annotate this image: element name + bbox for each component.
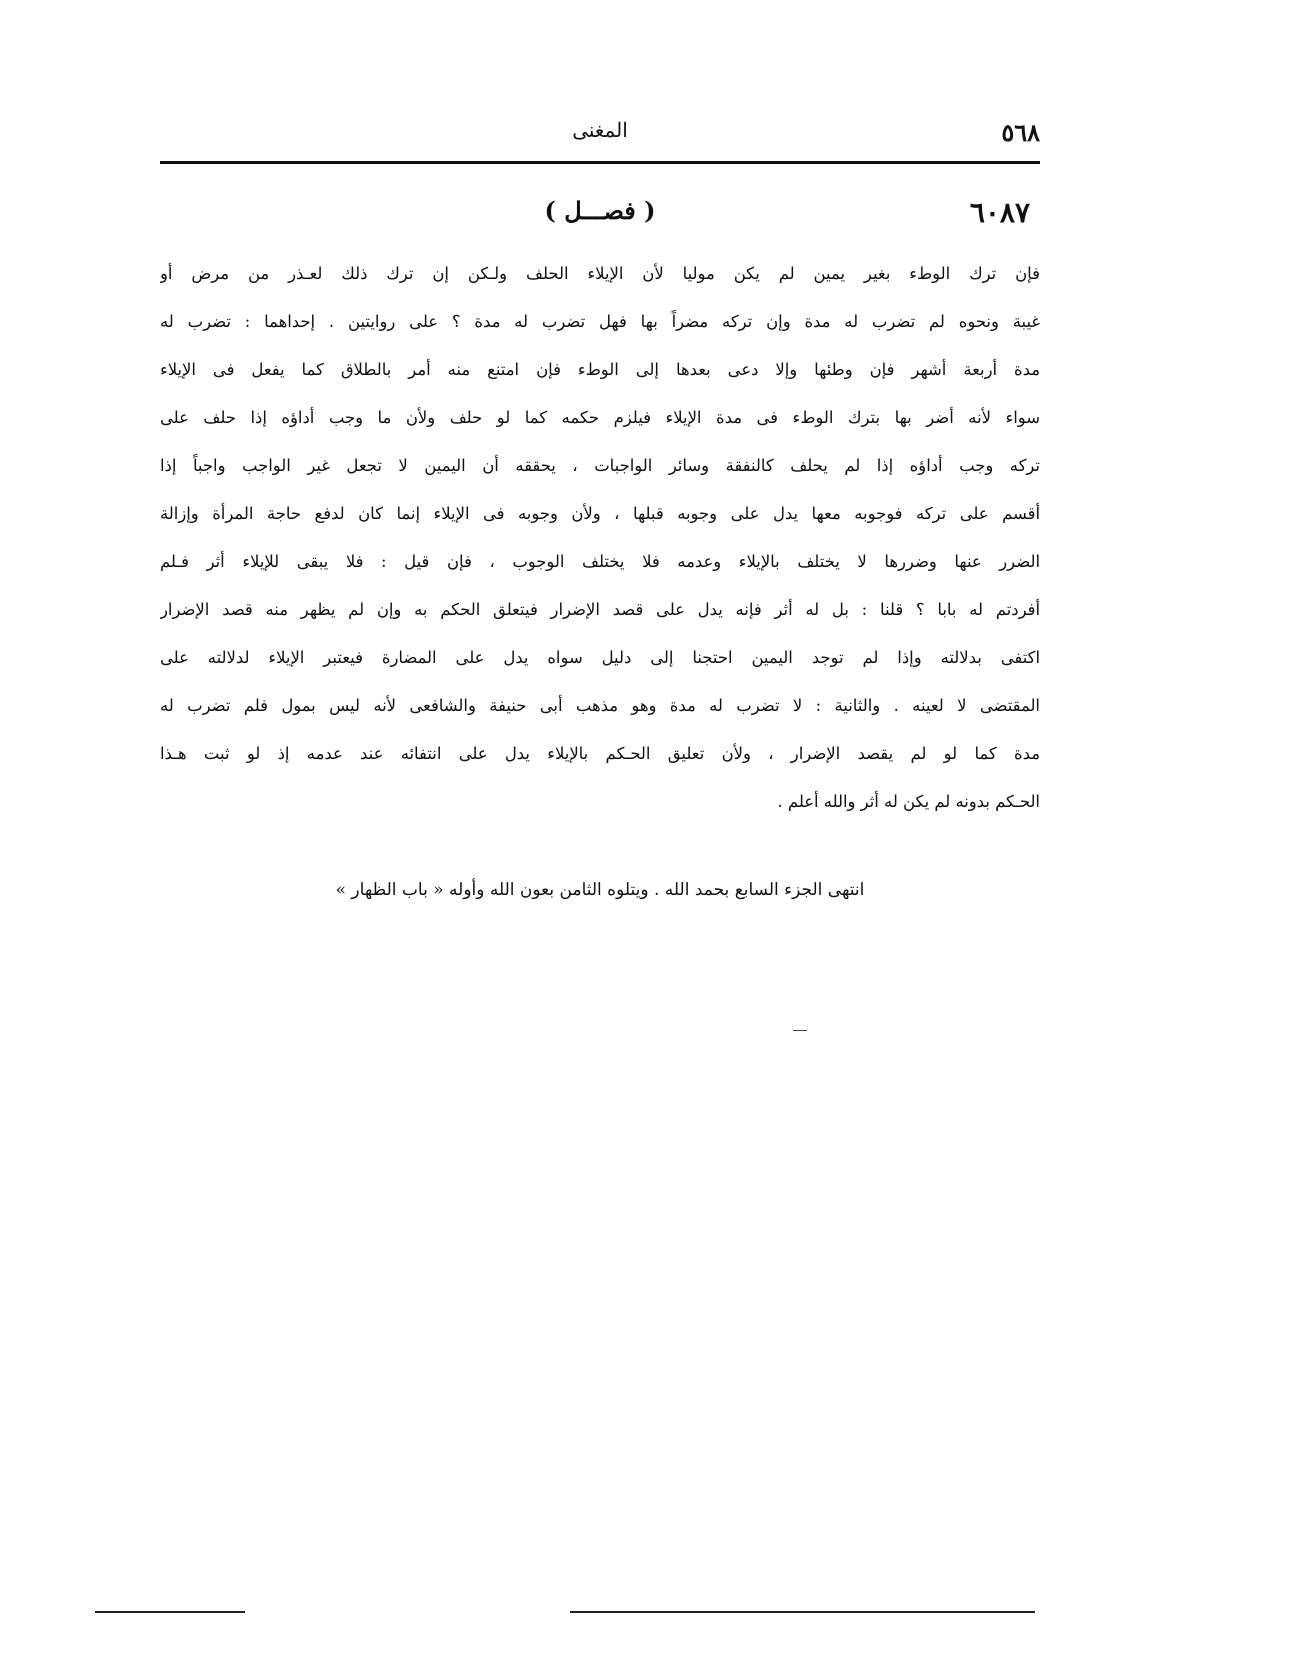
closing-note: انتهى الجزء السابع بحمد الله . ويتلوه الثامن بعون الله وأوله « باب الظهار » xyxy=(335,880,865,900)
page-number: ٥٦٨ xyxy=(1001,118,1040,147)
text-line: مدة كما لو لم يقصد الإضرار ، ولأن تعليق الحـكم بالإيلاء يدل على انتفائه عند عدمه إذ لو ثبت هـذا xyxy=(160,744,1040,763)
text-line: الضرر عنها وضررها لا يختلف بالإيلاء وعدمه فلا يختلف الوجوب ، فإن قيل : فلا يبقى للإيلاء أثر فـلم xyxy=(160,552,1040,571)
text-line: مدة أربعة أشهر فإن وطئها وإلا دعى بعدها إلى الوطء فإن امتنع منه أمر بالطلاق كما يفعل فى الإيلاء xyxy=(160,360,1040,379)
text-line: المقتضى لا لعينه . والثانية : لا تضرب له مدة وهو مذهب أبى حنيفة والشافعى لأنه ليس بمول فلم تضرب له xyxy=(160,696,1040,715)
section-heading xyxy=(160,196,1040,240)
text-line: تركه وجب أداؤه إذا لم يحلف كالنفقة وسائر الواجبات ، يحققه أن اليمين لا تجعل غير الواجب واجباً إذا xyxy=(160,456,1040,475)
running-title: المغنى xyxy=(572,118,628,142)
text-line: فإن ترك الوطء بغير يمين لم يكن موليا لأن الإيلاء الحلف ولـكن إن ترك ذلك لعـذر من مرض أو xyxy=(160,264,1040,283)
footer-rule-left xyxy=(95,1611,245,1613)
header-rule xyxy=(160,161,1040,164)
text-line: اكتفى بدلالته وإذا لم توجد اليمين احتجنا إلى دليل سواه يدل على المضارة فيعتبر الإيلاء لدلالته على xyxy=(160,648,1040,667)
footer-rule-right xyxy=(570,1611,1035,1613)
text-line: الحـكم بدونه لم يكن له أثر والله أعلم . xyxy=(777,792,1040,811)
section-number: ٦٠٨٧ xyxy=(969,196,1030,229)
text-line: أفردتم له بابا ؟ قلنا : بل له أثر فإنه يدل على قصد الإضرار فيتعلق الحكم به وإن لم يظهر منه قصد الإضرار xyxy=(160,600,1040,619)
section-title: ( فصـــل ) xyxy=(544,196,656,225)
print-speck xyxy=(793,1030,807,1031)
page-header xyxy=(160,118,1040,158)
text-line: غيبة ونحوه لم تضرب له مدة وإن تركه مضراً بها فهل تضرب له مدة ؟ على روايتين . إحداهما : تضرب له xyxy=(160,312,1040,331)
text-line: سواء لأنه أضر بها بترك الوطء فى مدة الإيلاء فيلزم حكمه كما لو حلف ولأن ما وجب أداؤه إذا حلف على xyxy=(160,408,1040,427)
text-line: أقسم على تركه فوجوبه معها يدل على وجوبه قبلها ، ولأن وجوبه فى الإيلاء إنما كان لدفع حاجة المرأة وإزالة xyxy=(160,504,1040,523)
body-text xyxy=(160,250,1040,826)
